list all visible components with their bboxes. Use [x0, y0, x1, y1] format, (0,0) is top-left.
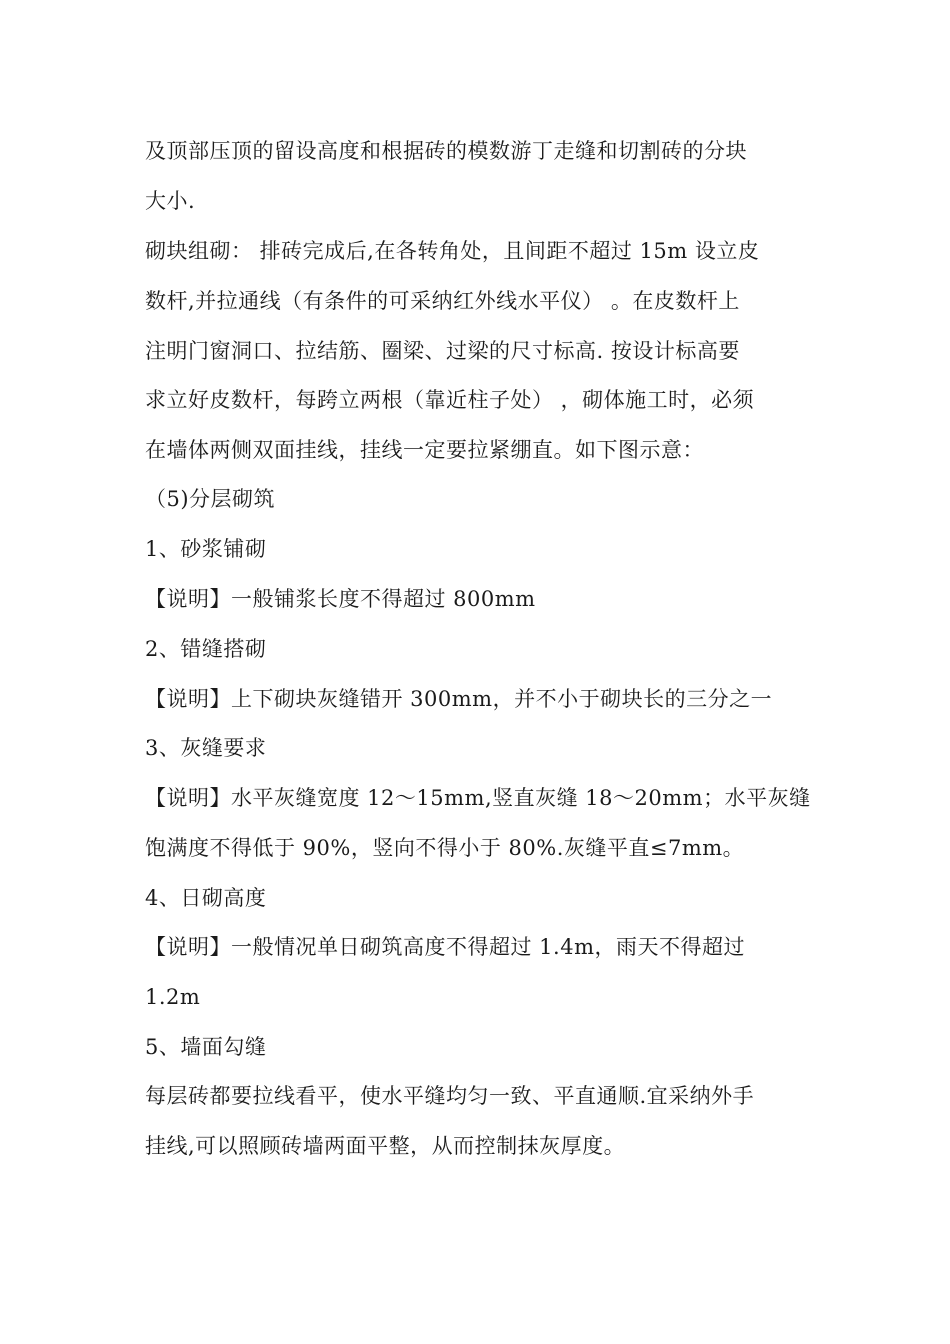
paragraph-line: 求立好皮数杆，每跨立两根（靠近柱子处） ，砌体施工时，必须	[145, 388, 755, 412]
paragraph-line: 大小.	[145, 189, 196, 213]
note-line: 1.2m	[145, 985, 201, 1009]
note-line: 【说明】一般铺浆长度不得超过 800mm	[145, 587, 536, 611]
note-line: 【说明】上下砌块灰缝错开 300mm，并不小于砌块长的三分之一	[145, 687, 773, 711]
note-line: 【说明】水平灰缝宽度 12～15mm,竖直灰缝 18～20mm；水平灰缝	[145, 786, 811, 810]
paragraph-line: 挂线,可以照顾砖墙两面平整，从而控制抹灰厚度。	[145, 1134, 626, 1158]
note-line: 饱满度不得低于 90%，竖向不得小于 80%.灰缝平直≤7mm。	[145, 836, 745, 860]
section-heading: （5)分层砌筑	[145, 487, 276, 511]
paragraph-line: 注明门窗洞口、拉结筋、圈梁、过梁的尺寸标高. 按设计标高要	[145, 339, 740, 363]
paragraph-line: 在墙体两侧双面挂线，挂线一定要拉紧绷直。如下图示意：	[145, 438, 704, 462]
paragraph-line: 及顶部压顶的留设高度和根据砖的模数游丁走缝和切割砖的分块	[145, 139, 747, 163]
list-heading: 3、灰缝要求	[145, 736, 267, 760]
paragraph-line: 砌块组砌： 排砖完成后,在各转角处，且间距不超过 15m 设立皮	[145, 239, 760, 263]
list-heading: 4、日砌高度	[145, 886, 267, 910]
list-heading: 5、墙面勾缝	[145, 1035, 267, 1059]
list-heading: 1、砂浆铺砌	[145, 537, 267, 561]
list-heading: 2、错缝搭砌	[145, 637, 267, 661]
note-line: 【说明】一般情况单日砌筑高度不得超过 1.4m，雨天不得超过	[145, 935, 745, 959]
paragraph-line: 数杆,并拉通线（有条件的可采纳红外线水平仪） 。在皮数杆上	[145, 289, 740, 313]
paragraph-line: 每层砖都要拉线看平，使水平缝均匀一致、平直通顺.宜采纳外手	[145, 1084, 755, 1108]
